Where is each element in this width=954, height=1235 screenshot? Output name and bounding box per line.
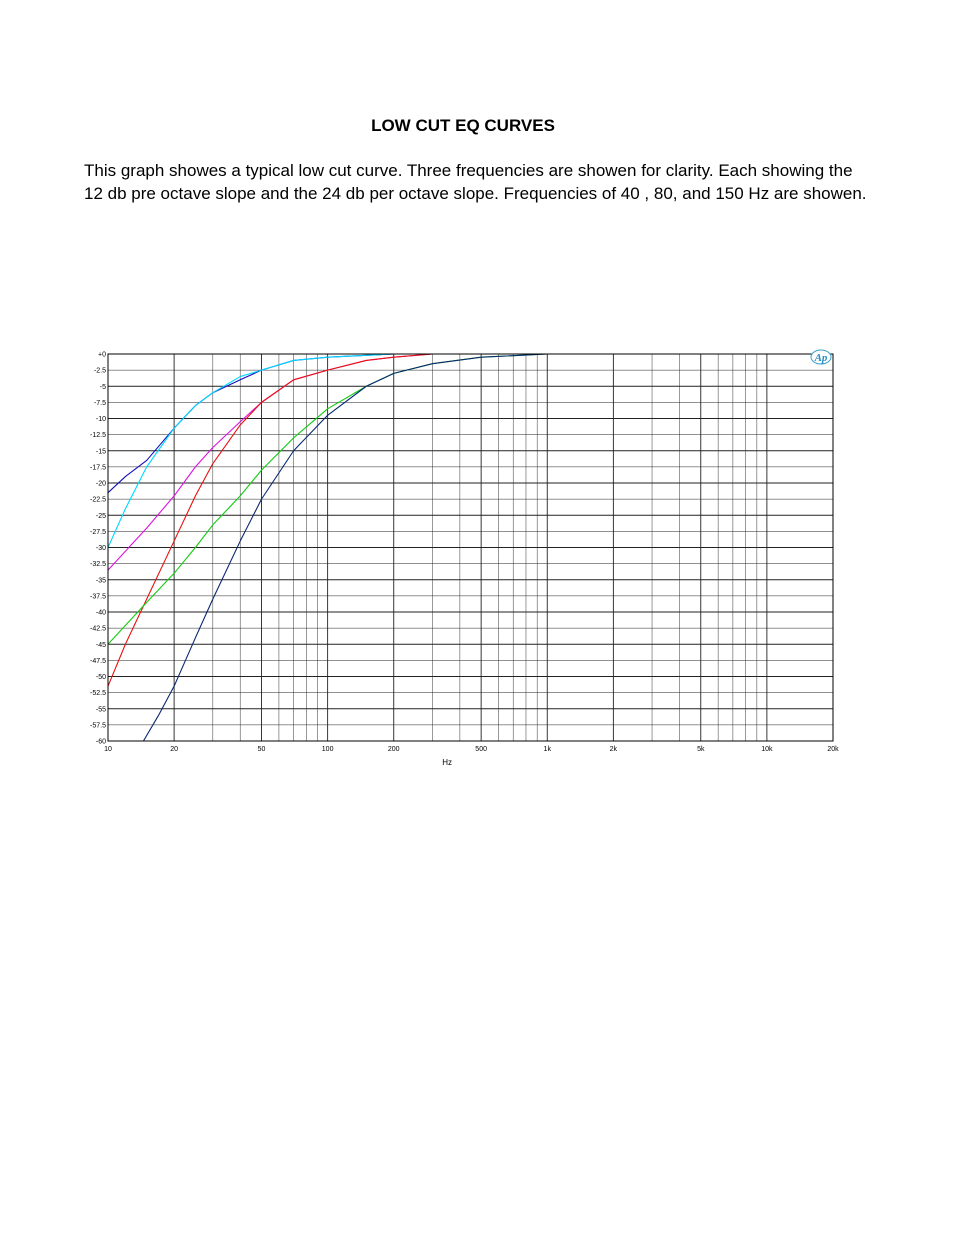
y-tick-label: -50 (95, 674, 106, 681)
x-tick-label: 50 (257, 746, 266, 753)
x-tick-label: 200 (387, 746, 400, 753)
y-tick-label: -15 (95, 448, 106, 456)
x-axis-label: Hz (442, 758, 453, 767)
y-tick-label: -7.5 (93, 399, 106, 407)
x-tick-labels (104, 746, 839, 753)
x-tick-label: 500 (475, 746, 487, 753)
eq-curve-chart (80, 340, 840, 770)
y-tick-label: -35 (95, 577, 106, 585)
y-tick-label: -27.5 (90, 528, 106, 536)
y-tick-label: -25 (95, 512, 106, 520)
x-tick-label: 2k (609, 746, 618, 753)
x-tick-label: 10 (104, 746, 112, 753)
y-tick-label: +0 (98, 351, 106, 359)
y-tick-label: -60 (95, 738, 106, 746)
y-tick-label: -17.5 (90, 464, 106, 472)
y-tick-label: -20 (95, 480, 106, 488)
y-tick-label: -52.5 (90, 690, 106, 698)
x-tick-label: 20 (170, 746, 179, 753)
y-tick-label: -22.5 (90, 496, 106, 504)
y-tick-label: -32.5 (90, 561, 106, 569)
y-tick-label: -5 (99, 383, 106, 391)
x-tick-label: 1k (543, 746, 551, 753)
y-tick-label: -40 (95, 609, 106, 617)
x-tick-label: 10k (761, 746, 773, 753)
y-tick-label: -47.5 (90, 657, 106, 665)
y-tick-label: -2.5 (93, 367, 106, 375)
x-tick-label: 5k (697, 746, 705, 753)
y-tick-labels (90, 352, 106, 746)
y-tick-label: -57.5 (90, 722, 106, 730)
y-tick-label: -55 (95, 706, 106, 714)
ap-logo (811, 350, 831, 364)
x-tick-label: 100 (321, 746, 334, 753)
y-tick-label: -30 (95, 545, 106, 552)
page-title: LOW CUT EQ CURVES (371, 116, 555, 135)
x-tick-label: 20k (827, 746, 839, 753)
y-tick-label: -10 (95, 416, 106, 423)
description-paragraph: This graph showes a typical low cut curve. Three frequencies are showen for clarity. Each showing the 12 db pre octave slope and the 24 db per octave slope. Frequencies of 40 , 80, and 150 Hz are showen. (84, 161, 867, 203)
y-tick-label: -37.5 (90, 593, 106, 601)
y-tick-label: -42.5 (90, 625, 106, 633)
y-tick-label: -12.5 (90, 432, 106, 440)
y-tick-label: -45 (95, 641, 106, 649)
eq-curve-chart-svg (80, 340, 840, 770)
ap-logo-text: Ap (814, 352, 828, 364)
